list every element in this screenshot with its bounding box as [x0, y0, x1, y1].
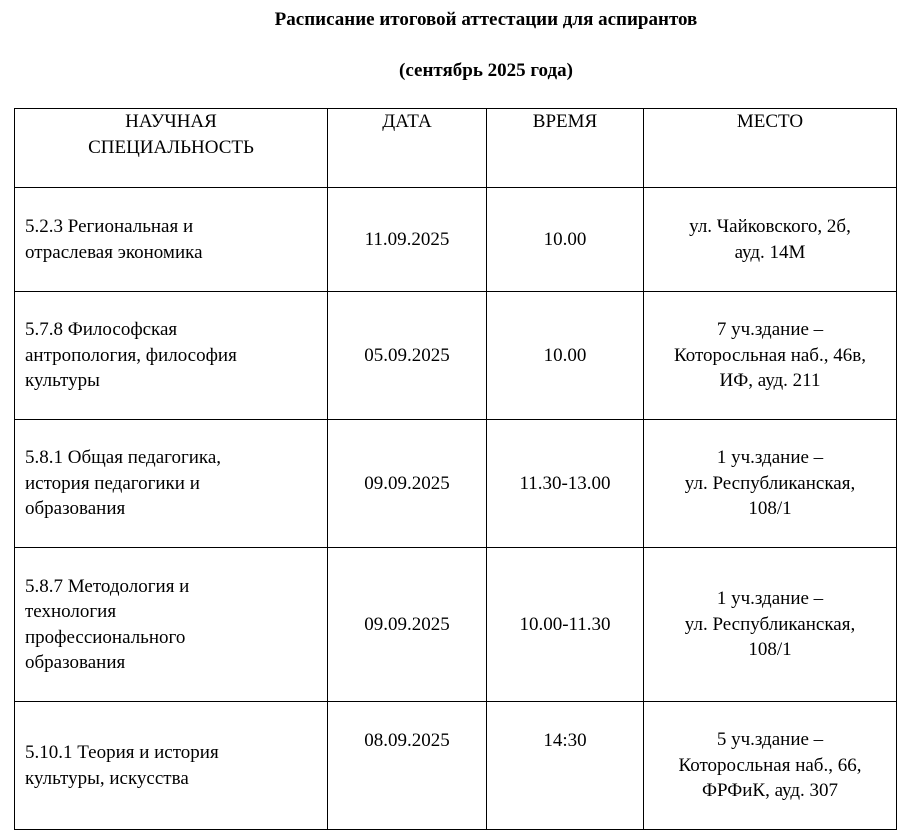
document-subtitle: (сентябрь 2025 года) — [399, 60, 573, 81]
specialty-line: 5.8.7 Методология и — [25, 575, 190, 597]
specialty-line: антропология, философия — [25, 344, 237, 366]
place-cell — [644, 292, 897, 420]
place-line: ул. Республиканская, — [684, 472, 856, 494]
specialty-line: профессионального — [25, 626, 186, 648]
header-specialty — [15, 109, 328, 188]
table-row — [15, 188, 897, 292]
place-line: 7 уч.здание – — [716, 319, 824, 341]
schedule-table — [14, 108, 897, 830]
place-cell — [644, 548, 897, 702]
date-cell: 09.09.2025 — [328, 420, 487, 548]
table-row — [15, 702, 897, 830]
place-line: Которосльная наб., 66, — [678, 754, 862, 776]
time-cell: 10.00 — [487, 292, 644, 420]
place-line: ул. Чайковского, 2б, — [689, 216, 851, 237]
table-header-row — [15, 109, 897, 188]
specialty-line: 5.8.1 Общая педагогика, — [25, 447, 222, 469]
table-row — [15, 292, 897, 420]
specialty-line: культуры — [25, 370, 100, 392]
place-cell — [644, 702, 897, 830]
time-cell: 11.30-13.00 — [487, 420, 644, 548]
specialty-cell — [15, 188, 328, 292]
header-specialty-line: СПЕЦИАЛЬНОСТЬ — [88, 136, 254, 158]
header-time: ВРЕМЯ — [487, 109, 644, 188]
specialty-line: образования — [25, 652, 126, 673]
place-line: 5 уч.здание – — [716, 729, 824, 751]
place-line: 108/1 — [748, 639, 792, 661]
place-line: 108/1 — [748, 498, 792, 520]
document-title: Расписание итоговой аттестации для аспирантов — [274, 9, 698, 30]
specialty-cell — [15, 702, 328, 830]
place-line: Которосльная наб., 46в, — [674, 344, 866, 366]
time-cell: 10.00 — [487, 188, 644, 292]
specialty-cell — [15, 420, 328, 548]
date-cell: 09.09.2025 — [328, 548, 487, 702]
specialty-line: отраслевая экономика — [25, 241, 203, 263]
header-specialty-line: НАУЧНАЯ — [125, 111, 217, 132]
specialty-cell — [15, 292, 328, 420]
specialty-line: образования — [25, 498, 126, 520]
specialty-line: история педагогики и — [25, 472, 200, 494]
specialty-line: 5.7.8 Философская — [25, 319, 178, 341]
table-row — [15, 548, 897, 702]
time-cell: 14:30 — [487, 702, 644, 830]
place-line: ФРФиК, ауд. 307 — [701, 780, 839, 802]
header-date: ДАТА — [328, 109, 487, 188]
date-cell: 08.09.2025 — [328, 702, 487, 830]
header-place: МЕСТО — [644, 109, 897, 188]
date-cell: 11.09.2025 — [328, 188, 487, 292]
place-cell — [644, 420, 897, 548]
place-line: ауд. 14М — [734, 241, 806, 263]
specialty-line: 5.10.1 Теория и история — [25, 742, 219, 763]
place-line: 1 уч.здание – — [716, 447, 824, 469]
specialty-line: культуры, искусства — [25, 767, 189, 789]
place-line: 1 уч.здание – — [716, 588, 824, 610]
table-row — [15, 420, 897, 548]
specialty-cell — [15, 548, 328, 702]
specialty-line: технология — [25, 601, 117, 622]
place-line: ИФ, ауд. 211 — [719, 370, 821, 392]
place-cell — [644, 188, 897, 292]
date-cell: 05.09.2025 — [328, 292, 487, 420]
time-cell: 10.00-11.30 — [487, 548, 644, 702]
place-line: ул. Республиканская, — [684, 613, 856, 635]
specialty-line: 5.2.3 Региональная и — [25, 216, 194, 237]
